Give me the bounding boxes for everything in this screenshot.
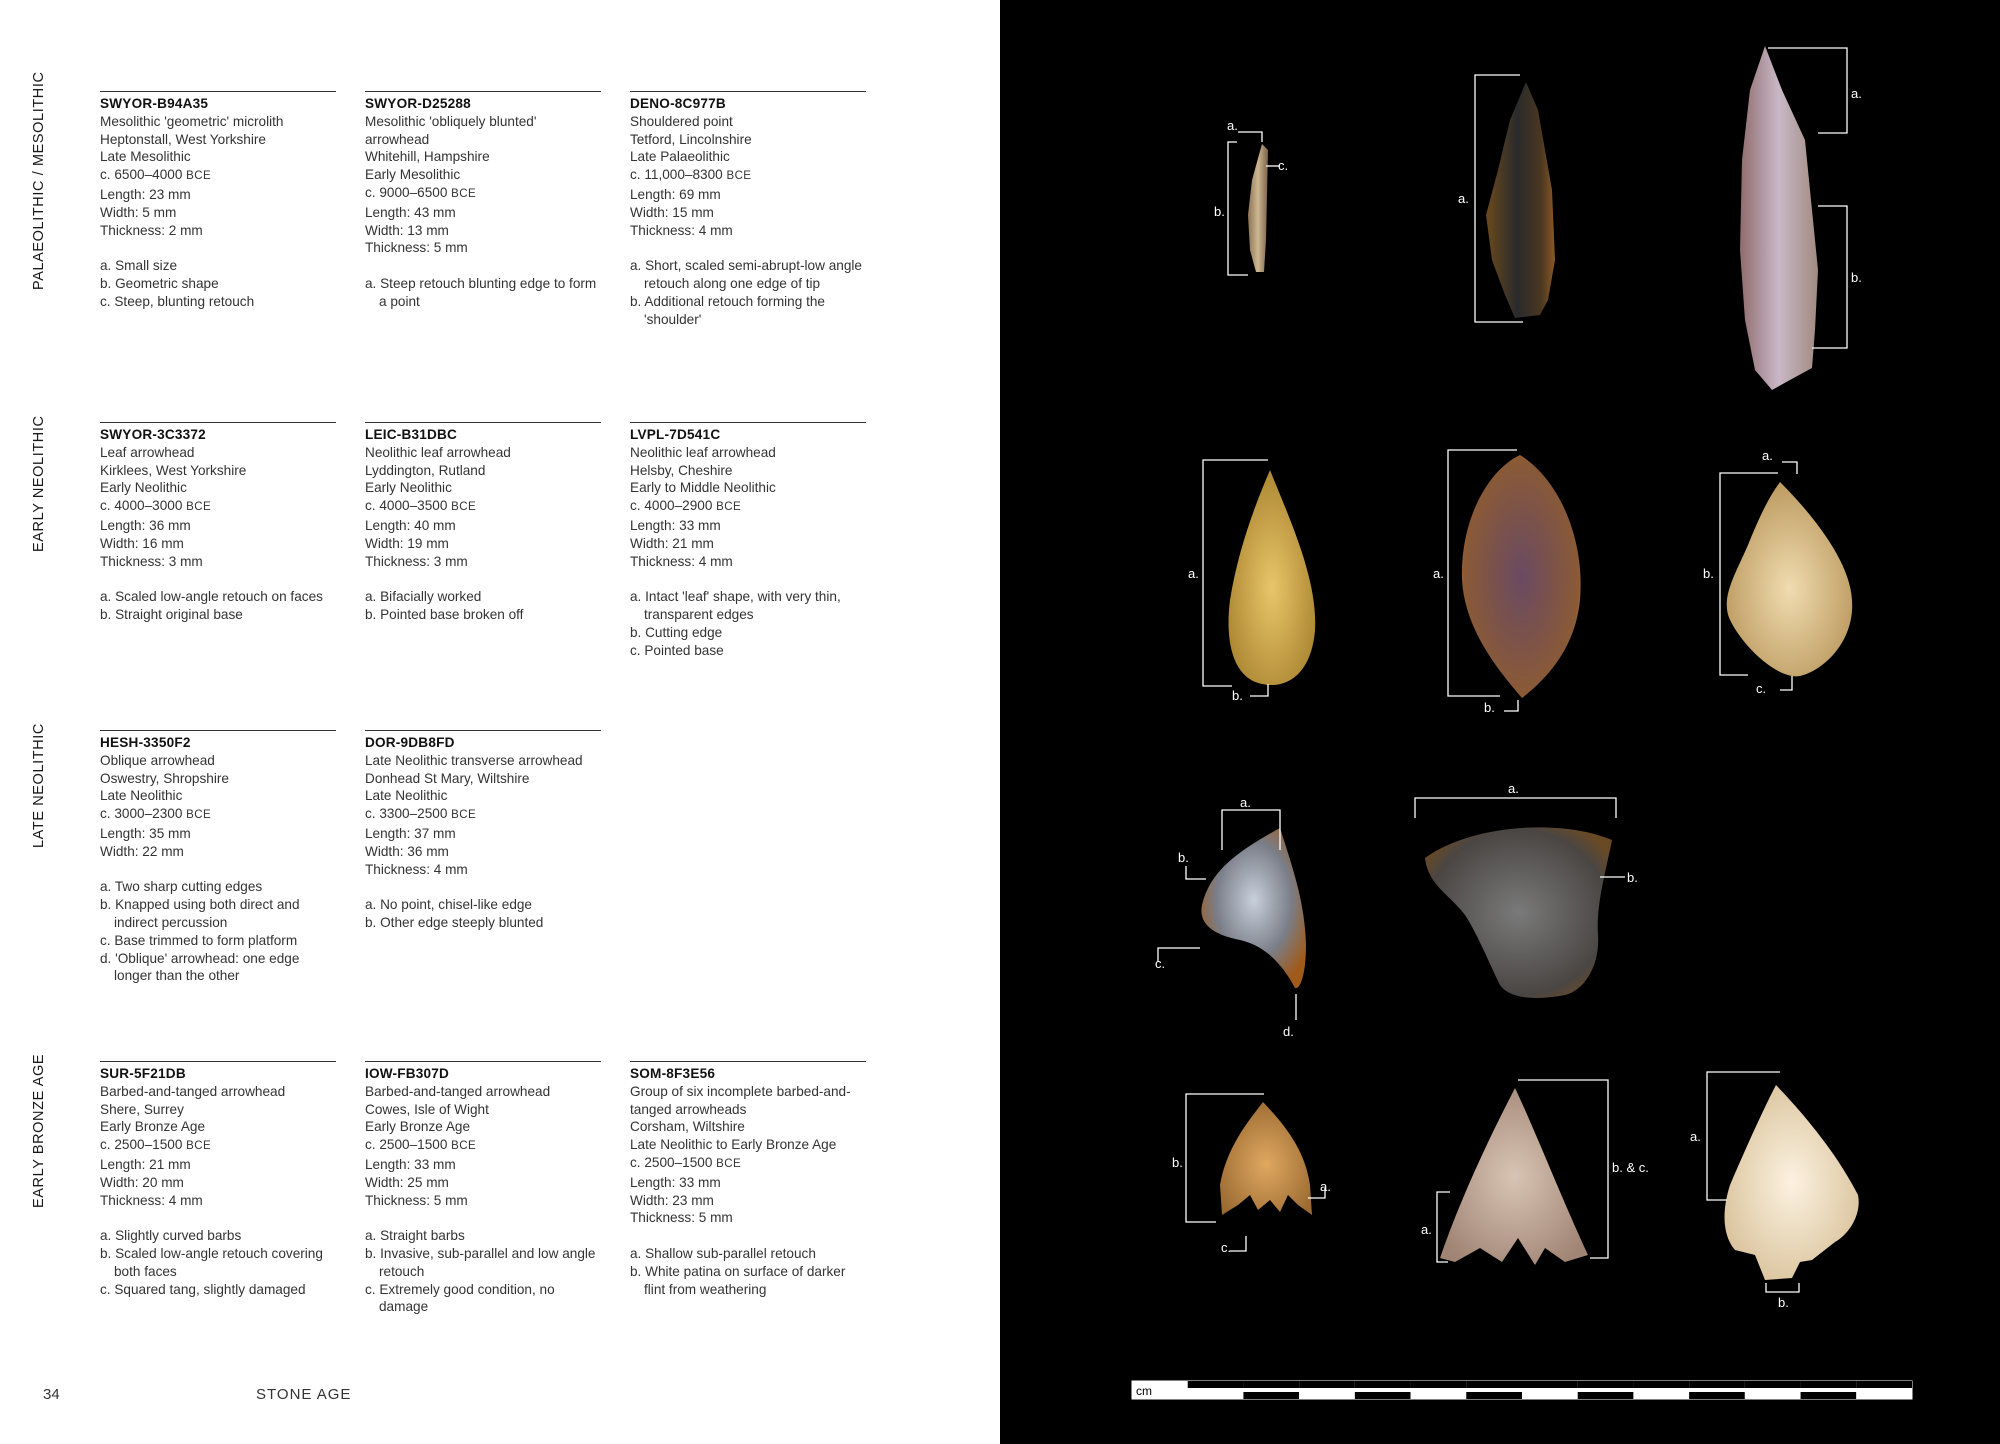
entry-detail-line: Width: 23 mm — [630, 1192, 714, 1208]
entry-detail-line: Shouldered point — [630, 113, 733, 129]
entry-note: a. Two sharp cutting edges — [100, 879, 263, 895]
entry-detail-line: c. 2500–1500 BCE — [365, 1137, 477, 1153]
entry-note: c. Steep, blunting retouch — [100, 293, 255, 309]
entry-detail-line: Width: 36 mm — [365, 843, 449, 859]
entry-detail-line: Width: 20 mm — [100, 1174, 184, 1190]
entry-note: a. No point, chisel-like edge — [365, 897, 532, 913]
entry-detail-line: Thickness: 5 mm — [365, 240, 468, 256]
find-code: DENO-8C977B — [630, 96, 726, 111]
running-head: STONE AGE — [256, 1386, 352, 1403]
entry-detail-line: Length: 35 mm — [100, 825, 191, 841]
entry-note: c. Extremely good condition, no damage — [365, 1281, 555, 1315]
entry-detail-line: Width: 25 mm — [365, 1174, 449, 1190]
entry-detail-line: Thickness: 3 mm — [365, 553, 468, 569]
entry-note: a. Scaled low-angle retouch on faces — [100, 589, 323, 605]
transverse-arrowhead-image — [1425, 827, 1612, 998]
entry-detail-line: Barbed-and-tanged arrowhead — [365, 1083, 551, 1099]
find-code: DOR-9DB8FD — [365, 735, 455, 750]
scale-segment — [1801, 1381, 1857, 1388]
entry-note: b. Geometric shape — [100, 275, 219, 291]
annotation-label: b. — [1851, 270, 1862, 285]
scale-segment — [1299, 1392, 1355, 1399]
find-code: SWYOR-3C3372 — [100, 427, 206, 442]
entry-detail-line: Late Palaeolithic — [630, 149, 730, 165]
scale-segment — [1188, 1392, 1244, 1399]
entry-note: b. Knapped using both direct and indirect percussion — [100, 897, 300, 930]
entry-detail-line: Leaf arrowhead — [100, 444, 195, 460]
entry-detail-line: Oswestry, Shropshire — [100, 770, 229, 786]
entry-detail-line: Early Neolithic — [365, 480, 452, 496]
entry-detail-line: Length: 33 mm — [365, 1156, 456, 1172]
period-heading: PALAEOLITHIC / MESOLITHIC — [31, 71, 47, 290]
entry-detail-line: Early Mesolithic — [365, 167, 461, 183]
entry-detail-line: Kirklees, West Yorkshire — [100, 462, 247, 478]
entry-detail-line: c. 9000–6500 BCE — [365, 184, 477, 200]
annotation-bracket — [1782, 462, 1797, 474]
entry-detail-line: Width: 15 mm — [630, 204, 714, 220]
scale-segment — [1299, 1381, 1355, 1388]
annotation-label: b. — [1172, 1155, 1183, 1170]
annotation-bracket — [1250, 684, 1268, 696]
entry-detail-line: c. 4000–3000 BCE — [100, 498, 212, 514]
annotation-label: b. — [1778, 1295, 1789, 1310]
leaf-arrowhead-helsby-image — [1727, 482, 1852, 676]
annotation-label: d. — [1283, 1024, 1294, 1039]
entry-note: a. Shallow sub-parallel retouch — [630, 1245, 816, 1261]
annotation-label: a. — [1227, 118, 1238, 133]
annotation-label: a. — [1851, 86, 1862, 101]
entry-detail-line: Neolithic leaf arrowhead — [365, 444, 511, 460]
annotation-label: b. — [1627, 870, 1638, 885]
entry-detail-line: Cowes, Isle of Wight — [365, 1101, 489, 1117]
entry-note: a. Intact 'leaf' shape, with very thin, transparent edges — [630, 589, 841, 622]
entry-note: a. Slightly curved barbs — [100, 1228, 242, 1244]
entry-note: b. Additional retouch forming the 'shoulder' — [630, 293, 825, 327]
scale-segment — [1411, 1392, 1467, 1399]
annotation-label: a. — [1433, 566, 1444, 581]
entry-detail-line: Corsham, Wiltshire — [630, 1119, 745, 1135]
microlith-image — [1248, 144, 1268, 272]
oblique-arrowhead-image — [1201, 828, 1306, 988]
entry-note: a. Straight barbs — [365, 1228, 465, 1244]
entry-detail-line: Donhead St Mary, Wiltshire — [365, 770, 530, 786]
find-code: SOM-8F3E56 — [630, 1066, 716, 1081]
entry-note: a. Short, scaled semi-abrupt-low angle retouch along one edge of tip — [630, 258, 862, 291]
entry-detail-line: Length: 36 mm — [100, 517, 191, 533]
entry-detail-line: Width: 16 mm — [100, 535, 184, 551]
annotation-label: a. — [1421, 1222, 1432, 1237]
entry-detail-line: Oblique arrowhead — [100, 752, 215, 768]
entry-note: c. Pointed base — [630, 642, 724, 658]
annotation-label: a. — [1320, 1179, 1331, 1194]
entry-detail-line: Early Bronze Age — [100, 1119, 206, 1135]
scale-segment — [1578, 1392, 1634, 1399]
scale-segment — [1522, 1392, 1578, 1399]
entry-detail-line: Late Mesolithic — [100, 149, 191, 165]
entry-detail-line: Heptonstall, West Yorkshire — [100, 131, 266, 147]
annotation-label: c. — [1221, 1240, 1232, 1255]
scale-segment — [1243, 1392, 1299, 1399]
annotation-label: c. — [1278, 158, 1289, 173]
annotation-bracket — [1230, 1236, 1246, 1251]
entry-detail-line: Thickness: 5 mm — [365, 1192, 468, 1208]
annotation-label: b. — [1703, 566, 1714, 581]
annotation-label: b. — [1214, 204, 1225, 219]
entry-detail-line: Thickness: 5 mm — [630, 1210, 733, 1226]
entry-note: b. Other edge steeply blunted — [365, 914, 544, 930]
entry-detail-line: Width: 13 mm — [365, 222, 449, 238]
entry-detail-line: arrowhead — [365, 131, 430, 147]
entry-detail-line: Shere, Surrey — [100, 1101, 184, 1117]
entry-detail-line: Length: 23 mm — [100, 186, 191, 202]
find-code: LEIC-B31DBC — [365, 427, 458, 442]
scale-unit-label: cm — [1136, 1384, 1152, 1398]
entry-detail-line: Thickness: 4 mm — [630, 553, 733, 569]
annotation-label: b. & c. — [1612, 1160, 1649, 1175]
find-code: LVPL-7D541C — [630, 427, 721, 442]
page-number: 34 — [43, 1386, 60, 1403]
entry-detail-line: Length: 37 mm — [365, 825, 456, 841]
period-heading: LATE NEOLITHIC — [31, 723, 47, 848]
entry-note: a. Bifacially worked — [365, 589, 482, 605]
scale-segment — [1188, 1381, 1244, 1388]
annotation-label: a. — [1762, 448, 1773, 463]
entry-detail-line: c. 3300–2500 BCE — [365, 806, 477, 822]
entry-detail-line: c. 2500–1500 BCE — [630, 1154, 742, 1170]
entry-detail-line: Mesolithic 'obliquely blunted' — [365, 113, 537, 129]
entry-detail-line: Late Neolithic to Early Bronze Age — [630, 1137, 837, 1153]
period-heading: EARLY NEOLITHIC — [31, 415, 47, 552]
scale-segment — [1856, 1392, 1912, 1399]
annotation-bracket — [1766, 1283, 1799, 1292]
entry-detail-line: c. 11,000–8300 BCE — [630, 167, 752, 183]
find-code: IOW-FB307D — [365, 1066, 450, 1081]
scale-segment — [1745, 1381, 1801, 1388]
barbed-tanged-arrowhead-shere-image — [1220, 1102, 1312, 1215]
entry-detail-line: Thickness: 4 mm — [365, 861, 468, 877]
find-code: SWYOR-B94A35 — [100, 96, 209, 111]
annotation-label: a. — [1690, 1129, 1701, 1144]
scale-segment — [1522, 1381, 1578, 1388]
annotation-label: b. — [1484, 700, 1495, 715]
scale-segment — [1633, 1381, 1689, 1388]
annotation-label: b. — [1178, 850, 1189, 865]
scale-segment — [1578, 1381, 1634, 1388]
annotation-label: c. — [1756, 681, 1767, 696]
annotation-label: b. — [1232, 688, 1243, 703]
entry-detail-line: Late Neolithic — [100, 788, 183, 804]
entry-detail-line: Width: 22 mm — [100, 843, 184, 859]
entry-detail-line: Neolithic leaf arrowhead — [630, 444, 776, 460]
annotation-bracket — [1186, 866, 1206, 879]
scale-segment — [1411, 1381, 1467, 1388]
entry-detail-line: Length: 40 mm — [365, 517, 456, 533]
annotation-bracket — [1228, 142, 1248, 275]
entry-detail-line: Thickness: 4 mm — [630, 222, 733, 238]
entry-detail-line: Thickness: 2 mm — [100, 222, 203, 238]
entry-detail-line: Lyddington, Rutland — [365, 462, 486, 478]
entry-note: c. Base trimmed to form platform — [100, 932, 298, 948]
annotation-label: a. — [1240, 795, 1251, 810]
entry-note: b. Invasive, sub-parallel and low angle retouch — [365, 1245, 596, 1279]
find-code: HESH-3350F2 — [100, 735, 191, 750]
entry-detail-line: Tetford, Lincolnshire — [630, 131, 752, 147]
entry-detail-line: Barbed-and-tanged arrowhead — [100, 1083, 286, 1099]
entry-detail-line: c. 4000–2900 BCE — [630, 498, 742, 514]
shouldered-point-image — [1740, 46, 1818, 390]
entry-detail-line: Whitehill, Hampshire — [365, 149, 490, 165]
entry-note: a. Small size — [100, 258, 178, 274]
entry-note: b. Straight original base — [100, 606, 243, 622]
scale-segment — [1689, 1392, 1745, 1399]
entry-note: b. Cutting edge — [630, 624, 723, 640]
scale-segment — [1466, 1392, 1522, 1399]
entry-detail-line: Late Neolithic transverse arrowhead — [365, 752, 583, 768]
entry-note: b. White patina on surface of darker flint from weathering — [630, 1263, 846, 1297]
entry-detail-line: Thickness: 3 mm — [100, 553, 203, 569]
annotation-bracket — [1238, 132, 1262, 142]
scale-segment — [1856, 1381, 1912, 1388]
entry-detail-line: Helsby, Cheshire — [630, 462, 733, 478]
entry-note: b. Scaled low-angle retouch covering both faces — [100, 1245, 323, 1279]
entry-detail-line: Length: 21 mm — [100, 1156, 191, 1172]
entry-detail-line: Early Neolithic — [100, 480, 187, 496]
entry-detail-line: c. 2500–1500 BCE — [100, 1137, 212, 1153]
entry-note: b. Pointed base broken off — [365, 606, 524, 622]
barbed-tanged-arrowhead-cowes-image — [1440, 1088, 1588, 1265]
entry-detail-line: Width: 5 mm — [100, 204, 177, 220]
scale-segment — [1801, 1392, 1857, 1399]
scale-segment — [1745, 1392, 1801, 1399]
entry-detail-line: Mesolithic 'geometric' microlith — [100, 113, 284, 129]
scale-bar — [1132, 1381, 1912, 1399]
leaf-arrowhead-lyddington-image — [1462, 455, 1581, 698]
annotation-bracket — [1504, 700, 1518, 711]
entry-detail-line: Length: 69 mm — [630, 186, 721, 202]
entry-note: d. 'Oblique' arrowhead: one edge longer than the other — [100, 950, 300, 984]
obliquely-blunted-arrowhead-image — [1486, 82, 1555, 318]
annotation-bracket — [1415, 798, 1616, 818]
find-code: SWYOR-D25288 — [365, 96, 471, 111]
entry-detail-line: Thickness: 4 mm — [100, 1192, 203, 1208]
scale-segment — [1243, 1381, 1299, 1388]
scale-segment — [1689, 1381, 1745, 1388]
scale-segment — [1355, 1381, 1411, 1388]
entry-detail-line: Width: 19 mm — [365, 535, 449, 551]
period-heading: EARLY BRONZE AGE — [31, 1053, 47, 1208]
annotation-label: a. — [1458, 191, 1469, 206]
barbed-tanged-arrowhead-corsham-image — [1725, 1085, 1859, 1280]
annotation-bracket — [1780, 676, 1792, 690]
annotation-label: a. — [1508, 781, 1519, 796]
entry-detail-line: Group of six incomplete barbed-and- — [630, 1083, 851, 1099]
scale-segment — [1633, 1392, 1689, 1399]
find-code: SUR-5F21DB — [100, 1066, 186, 1081]
entry-detail-line: Early Bronze Age — [365, 1119, 471, 1135]
entry-detail-line: Late Neolithic — [365, 788, 448, 804]
entry-detail-line: Width: 21 mm — [630, 535, 714, 551]
entry-detail-line: c. 4000–3500 BCE — [365, 498, 477, 514]
entry-detail-line: Length: 33 mm — [630, 517, 721, 533]
scale-segment — [1466, 1381, 1522, 1388]
entry-note: c. Squared tang, slightly damaged — [100, 1281, 306, 1297]
entry-detail-line: Early to Middle Neolithic — [630, 480, 776, 496]
annotation-label: a. — [1188, 566, 1199, 581]
entry-detail-line: Length: 43 mm — [365, 204, 456, 220]
entry-detail-line: tanged arrowheads — [630, 1101, 747, 1117]
scale-segment — [1355, 1392, 1411, 1399]
entry-detail-line: Length: 33 mm — [630, 1174, 721, 1190]
annotation-label: c. — [1155, 956, 1166, 971]
leaf-arrowhead-image — [1229, 470, 1316, 685]
entry-detail-line: c. 6500–4000 BCE — [100, 167, 212, 183]
entry-note: a. Steep retouch blunting edge to form a point — [365, 275, 597, 309]
entry-detail-line: c. 3000–2300 BCE — [100, 806, 212, 822]
